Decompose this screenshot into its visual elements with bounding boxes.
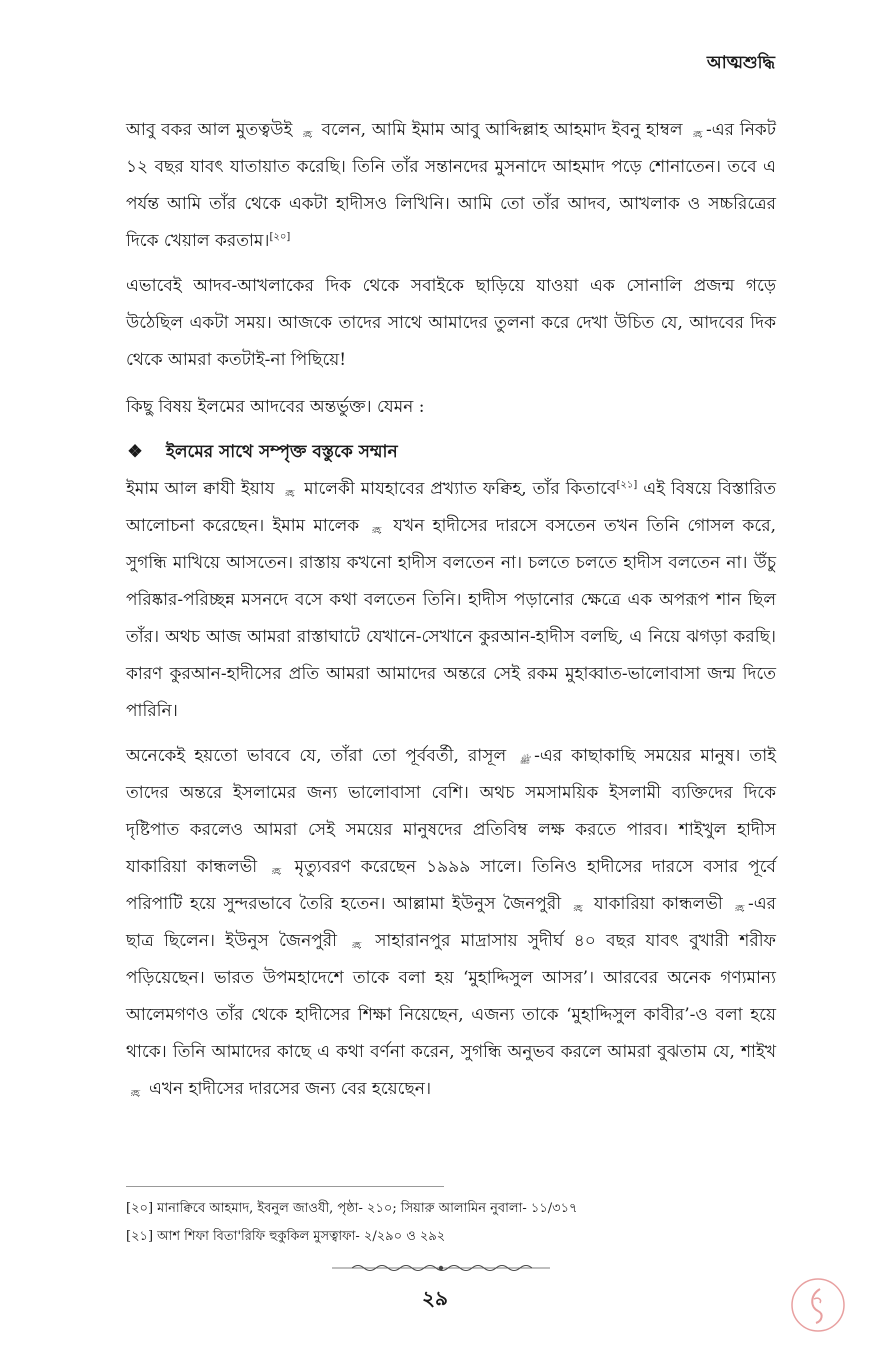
paragraph-3: কিছু বিষয় ইলমের আদবের অন্তর্ভুক্ত। যেমন :: [126, 397, 425, 417]
honorific-mark: রহ.: [271, 867, 281, 877]
publisher-logo-icon: [790, 1277, 846, 1333]
honorific-mark: রহ.: [572, 904, 583, 914]
body-text: [126, 112, 776, 1116]
salutation-mark: ﷺ: [519, 756, 531, 766]
footnote-ref[interactable]: [২১]: [616, 479, 638, 491]
honorific-mark: রহ.: [371, 526, 381, 536]
page-number: ২৯: [422, 1286, 448, 1310]
paragraph-1: আবু বকর আল মুতত্বউই রহ. বলেন, আমি ইমাম আবু আব্দিল্লাহ আহমাদ ইবনু হাম্বল রহ. -এর নিকট ১২ বছর যাবৎ যাতায়াত করেছি। তিনি তাঁর সন্তানদের মুসনাদে আহমাদ পড়ে শোনাতেন। তবে এ পর্যন্ত আমি তাঁর থেকে একটা হাদীসও লিখিনি। আমি তো তাঁর আদব, আখলাক ও সচ্চরিত্রের দিকে খেয়াল করতাম।[২০]: [126, 120, 776, 251]
honorific-mark: রহ.: [692, 130, 702, 140]
section-heading-text: ইলমের সাথে সম্পৃক্ত বস্তুকে সম্মান: [166, 442, 398, 462]
footnote-ref[interactable]: [২০]: [269, 231, 291, 243]
footnote-divider: [126, 1186, 444, 1187]
paragraph-2: এভাবেই আদব-আখলাকের দিক থেকে সবাইকে ছাড়িয়ে যাওয়া এক সোনালি প্রজন্ম গড়ে উঠেছিল একটা সময়। আজকে তাদের সাথে আমাদের তুলনা করে দেখা উচিত যে, আদবের দিক থেকে আমরা কতটাই-না পিছিয়ে!: [126, 276, 776, 370]
honorific-mark: রহ.: [302, 130, 312, 140]
section-heading: [126, 434, 776, 471]
diamond-bullet-icon: ❖: [127, 442, 143, 462]
honorific-mark: রহ.: [284, 489, 295, 499]
ornament-divider-icon: [332, 1262, 550, 1274]
footnotes: [126, 1195, 776, 1251]
honorific-mark: রহ.: [734, 904, 744, 914]
running-head: আত্মশুদ্ধি: [706, 53, 775, 73]
paragraph-5: অনেকেই হয়তো ভাববে যে, তাঁরা তো পূর্ববর্তী, রাসূল ﷺ -এর কাছাকাছি সময়ের মানুষ। তাই তাদের অন্তরে ইসলামের জন্য ভালোবাসা বেশি। অথচ সমসাময়িক ইসলামী ব্যক্তিদের দিকে দৃষ্টিপাত করলেও আমরা সেই সময়ের মানুষদের প্রতিবিম্ব লক্ষ করতে পারব। শাইখুল হাদীস যাকারিয়া কান্ধলভী রহ. মৃত্যুবরণ করেছেন ১৯৯৯ সালে। তিনিও হাদীসের দারসে বসার পূর্বে পরিপাটি হয়ে সুন্দরভাবে তৈরি হতেন। আল্লামা ইউনুস জৈনপুরী রহ. যাকারিয়া কান্ধলভী রহ. -এর ছাত্র ছিলেন। ইউনুস জৈনপুরী রহ. সাহারানপুর মাদ্রাসায় সুদীর্ঘ ৪০ বছর যাবৎ বুখারী শরীফ পড়িয়েছেন। ভারত উপমহাদেশে তাকে বলা হয় ‘মুহাদ্দিসুল আসর’। আরবের অনেক গণ্যমান্য আলেমগণও তাঁর থেকে হাদীসের শিক্ষা নিয়েছেন, এজন্য তাকে ‘মুহাদ্দিসুল কাবীর’-ও বলা হয়ে থাকে। তিনি আমাদের কাছে এ কথা বর্ণনা করেন, সুগন্ধি অনুভব করলে আমরা বুঝতাম যে, শাইখ রহ. এখন হাদীসের দারসের জন্য বের হয়েছেন।: [126, 746, 776, 1099]
honorific-mark: রহ.: [130, 1089, 140, 1099]
paragraph-4: ইমাম আল ক্বাযী ইয়ায রহ. মালেকী মাযহাবের প্রখ্যাত ফক্বিহ, তাঁর কিতাবে[২১] এই বিষয়ে বিস্তারিত আলোচনা করেছেন। ইমাম মালেক রহ. যখন হাদীসের দারসে বসতেন তখন তিনি গোসল করে, সুগন্ধি মাখিয়ে আসতেন। রাস্তায় কখনো হাদীস বলতেন না। চলতে চলতে হাদীস বলতেন না। উঁচু পরিষ্কার-পরিচ্ছন্ন মসনদে বসে কথা বলতেন তিনি। হাদীস পড়ানোর ক্ষেত্রে এক অপরূপ শান ছিল তাঁর। অথচ আজ আমরা রাস্তাঘাটে যেখানে-সেখানে কুরআন-হাদীস বলছি, এ নিয়ে ঝগড়া করছি। কারণ কুরআন-হাদীসের প্রতি আমরা আমাদের অন্তরে সেই রকম মুহাব্বাত-ভালোবাসা জন্ম দিতে পারিনি।: [126, 479, 777, 721]
honorific-mark: রহ.: [351, 941, 361, 951]
footnote-20: [২০] মানাক্বিবে আহমাদ, ইবনুল জাওযী, পৃষ্ঠা- ২১০; সিয়ারু আলামিন নুবালা- ১১/৩১৭: [126, 1201, 578, 1216]
footnote-21: [২১] আশ শিফা বিতা'রিফি হুকুকিল মুসত্বাফা- ২/২৯০ ও ২৯২: [126, 1229, 446, 1244]
